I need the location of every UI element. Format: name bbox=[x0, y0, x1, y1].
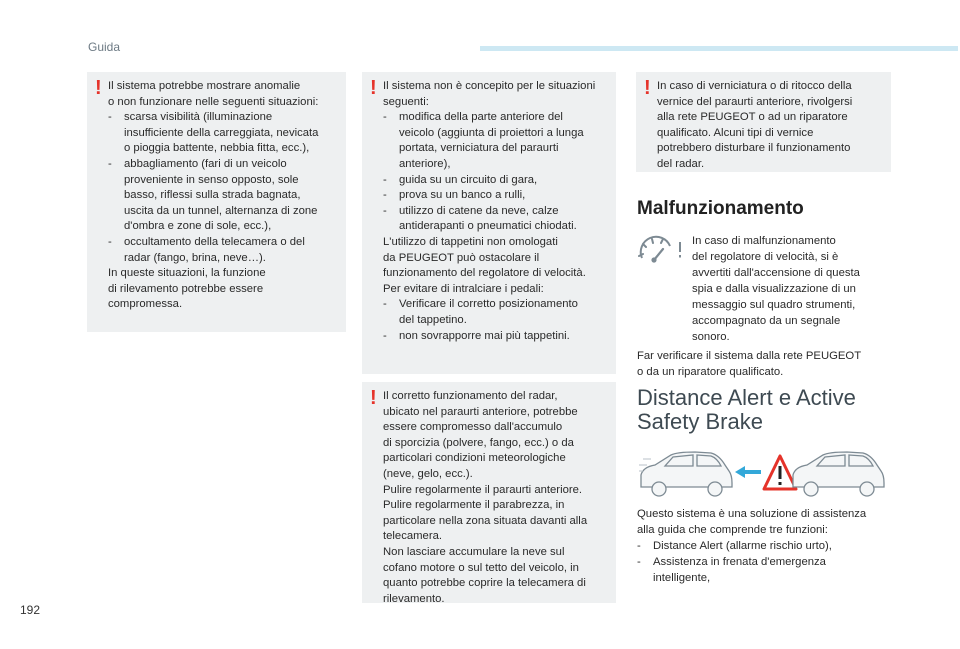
list-item-line bbox=[383, 188, 612, 204]
text-line: funzionamento del regolatore di velocità. bbox=[383, 267, 586, 280]
text-line: essere compromesso dall'accumulo bbox=[383, 421, 563, 434]
list-item-line bbox=[383, 219, 612, 235]
list-text: occultamento della telecamera o del bbox=[124, 235, 305, 248]
list-dash: - bbox=[108, 111, 112, 124]
text-line: di sporcizia (polvere, fango, ecc.) o da bbox=[383, 436, 574, 449]
title-line: Distance Alert e Active bbox=[637, 385, 856, 410]
text-line: o da un riparatore qualificato. bbox=[637, 366, 784, 378]
list-item-line bbox=[108, 110, 342, 126]
warning-icon: ! bbox=[370, 77, 377, 99]
text-line: del regolatore di velocità, si è bbox=[692, 251, 839, 263]
list-text: scarsa visibilità (illuminazione bbox=[124, 111, 273, 124]
text-line: seguenti: bbox=[383, 95, 429, 108]
list-text: guida su un circuito di gara, bbox=[399, 173, 538, 186]
list-text: intelligente, bbox=[653, 572, 711, 584]
list-item-line bbox=[383, 141, 612, 157]
section-title-distance-alert bbox=[637, 386, 856, 434]
text-line: quanto potrebbe coprire la telecamera di bbox=[383, 577, 586, 590]
list-text: d'ombra e zone di sole, ecc.), bbox=[124, 220, 272, 233]
list-item-line bbox=[108, 219, 342, 235]
list-item-line bbox=[383, 297, 612, 313]
text-line: Questo sistema è una soluzione di assistenza bbox=[637, 508, 867, 520]
text-line: compromessa. bbox=[108, 298, 183, 311]
text-line: spia e dalla visualizzazione di un bbox=[692, 283, 856, 295]
list-item-line bbox=[383, 110, 612, 126]
text-line: particolari condizioni meteorologiche bbox=[383, 452, 566, 465]
text-line: telecamera. bbox=[383, 530, 443, 543]
text-line: Per evitare di intralciare i pedali: bbox=[383, 282, 544, 295]
list-dash: - bbox=[383, 189, 387, 202]
warning-box-not-designed bbox=[362, 72, 616, 374]
text-line: (neve, gelo, ecc.). bbox=[383, 467, 473, 480]
text-line: In caso di malfunzionamento bbox=[692, 235, 836, 247]
text-line: messaggio sul quadro strumenti, bbox=[692, 299, 856, 311]
section-title-malfunction: Malfunzionamento bbox=[637, 198, 804, 219]
text-line: accompagnato da un segnale bbox=[692, 315, 841, 327]
list-item-line bbox=[383, 173, 612, 189]
list-item-line bbox=[383, 157, 612, 173]
function-list-item bbox=[637, 538, 887, 554]
distance-alert-intro bbox=[637, 506, 887, 586]
list-dash: - bbox=[383, 204, 387, 217]
warning-box-text bbox=[383, 79, 612, 344]
list-text: prova su un banco a rulli, bbox=[399, 189, 526, 202]
warning-icon: ! bbox=[95, 77, 102, 99]
text-line: Far verificare il sistema dalla rete PEUGEOT bbox=[637, 350, 862, 362]
list-dash: - bbox=[383, 111, 387, 124]
text-line: Pulire regolarmente il parabrezza, in bbox=[383, 499, 565, 512]
title-line: Safety Brake bbox=[637, 409, 763, 434]
section-header-bar bbox=[480, 46, 958, 51]
list-item-line bbox=[108, 251, 342, 267]
list-text: basso, riflessi sulla strada bagnata, bbox=[124, 189, 301, 202]
text-line: Non lasciare accumulare la neve sul bbox=[383, 545, 565, 558]
list-text: Verificare il corretto posizionamento bbox=[399, 298, 578, 311]
text-line: qualificato. Alcuni tipi di vernice bbox=[657, 126, 814, 139]
list-item-line bbox=[108, 204, 342, 220]
text-line: Il sistema potrebbe mostrare anomalie bbox=[108, 80, 301, 92]
text-line: In caso di verniciatura o di ritocco della bbox=[657, 80, 852, 92]
list-dash: - bbox=[383, 298, 387, 311]
list-item-line bbox=[383, 204, 612, 220]
text-line: del radar. bbox=[657, 157, 705, 170]
list-item-line bbox=[108, 126, 342, 142]
section-header: Guida bbox=[88, 40, 121, 54]
list-text: abbagliamento (fari di un veicolo bbox=[124, 157, 287, 170]
warning-box-paint bbox=[636, 72, 891, 172]
text-line: Il sistema non è concepito per le situazioni bbox=[383, 80, 596, 92]
list-item-line bbox=[108, 173, 342, 189]
warning-box-radar bbox=[362, 382, 616, 603]
list-dash: - bbox=[637, 540, 641, 552]
list-text: utilizzo di catene da neve, calze bbox=[399, 204, 559, 217]
text-line: rilevamento. bbox=[383, 592, 445, 605]
speed-regulator-fault-icon bbox=[634, 232, 686, 266]
text-line: di rilevamento potrebbe essere bbox=[108, 282, 264, 295]
warning-box-anomalies bbox=[87, 72, 346, 332]
list-text: non sovrapporre mai più tappetini. bbox=[399, 329, 570, 342]
warning-box-text bbox=[657, 79, 887, 173]
list-text: antiderapanti o pneumatici chiodati. bbox=[399, 220, 577, 233]
list-text: veicolo (aggiunta di proiettori a lunga bbox=[399, 126, 584, 139]
list-text: uscita da un tunnel, alternanza di zone bbox=[124, 204, 318, 217]
text-line: potrebbero disturbare il funzionamento bbox=[657, 142, 851, 155]
list-dash: - bbox=[383, 329, 387, 342]
warning-icon: ! bbox=[370, 387, 377, 409]
list-text: Assistenza in frenata d'emergenza bbox=[653, 556, 826, 568]
text-line: ubicato nel paraurti anteriore, potrebbe bbox=[383, 405, 578, 418]
text-line: particolare nella zona situata davanti alla bbox=[383, 514, 588, 527]
text-line: avvertiti dall'accensione di questa bbox=[692, 267, 860, 279]
warning-box-text bbox=[383, 389, 612, 607]
text-line: cofano motore o sul tetto del veicolo, in bbox=[383, 561, 579, 574]
list-text: proveniente in senso opposto, sole bbox=[124, 173, 299, 186]
page-number: 192 bbox=[20, 603, 41, 617]
list-dash: - bbox=[108, 157, 112, 170]
text-line: L'utilizzo di tappetini non omologati bbox=[383, 235, 558, 248]
list-item-line bbox=[108, 188, 342, 204]
text-line: da PEUGEOT può ostacolare il bbox=[383, 251, 540, 264]
text-line: Il corretto funzionamento del radar, bbox=[383, 390, 558, 402]
list-text: anteriore), bbox=[399, 157, 451, 170]
malfunction-text bbox=[692, 233, 892, 345]
list-dash: - bbox=[383, 173, 387, 186]
text-line: o non funzionare nelle seguenti situazioni: bbox=[108, 95, 319, 108]
list-item-line bbox=[108, 235, 342, 251]
text-line: In queste situazioni, la funzione bbox=[108, 267, 266, 280]
text-line: vernice del paraurti anteriore, rivolgersi bbox=[657, 95, 853, 108]
list-text: Distance Alert (allarme rischio urto), bbox=[653, 540, 832, 552]
list-dash: - bbox=[637, 556, 641, 568]
function-list-item bbox=[637, 554, 887, 586]
list-item-line bbox=[383, 329, 612, 345]
list-text: insufficiente della carreggiata, nevicata bbox=[124, 126, 319, 139]
text-line: alla guida che comprende tre funzioni: bbox=[637, 524, 828, 536]
list-text: modifica della parte anteriore del bbox=[399, 111, 563, 124]
list-item-line bbox=[383, 313, 612, 329]
list-dash: - bbox=[108, 235, 112, 248]
list-item-line bbox=[108, 157, 342, 173]
list-text: del tappetino. bbox=[399, 313, 467, 326]
list-item-line bbox=[108, 141, 342, 157]
list-item-line bbox=[383, 126, 612, 142]
list-text: radar (fango, brina, neve…). bbox=[124, 251, 266, 264]
text-line: sonoro. bbox=[692, 331, 730, 343]
text-line: alla rete PEUGEOT o ad un riparatore bbox=[657, 111, 848, 124]
warning-box-text bbox=[108, 79, 342, 313]
distance-alert-cars-icon bbox=[637, 445, 891, 505]
text-line: Pulire regolarmente il paraurti anteriore. bbox=[383, 483, 583, 496]
malfunction-check-text bbox=[637, 348, 861, 380]
list-text: o pioggia battente, nebbia fitta, ecc.), bbox=[124, 142, 310, 155]
list-text: portata, verniciatura del paraurti bbox=[399, 142, 559, 155]
warning-icon: ! bbox=[644, 77, 651, 99]
